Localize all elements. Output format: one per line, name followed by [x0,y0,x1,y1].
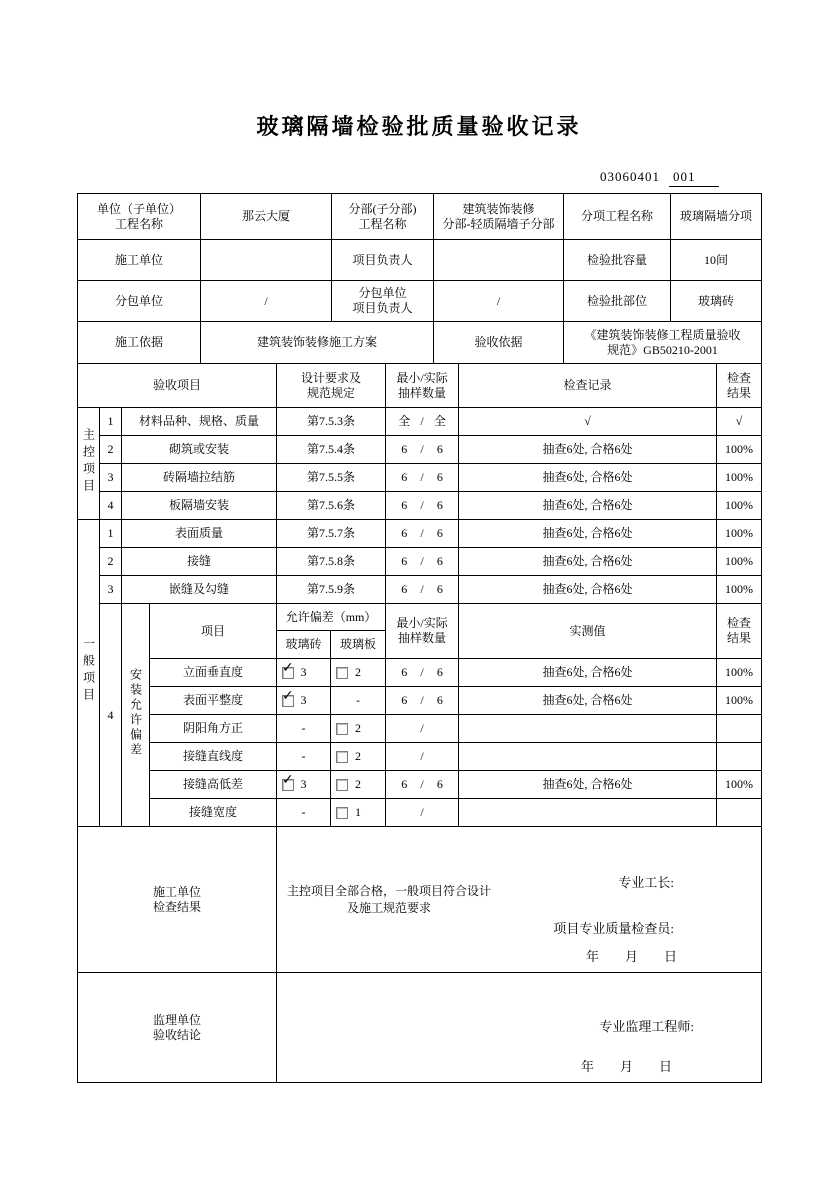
supervisor-check-label: 监理单位 验收结论 [78,973,277,1083]
requirement: 第7.5.8条 [277,548,386,576]
supervision-engineer-sign-label: 专业监理工程师: [599,1019,694,1034]
acceptance-basis-label: 验收依据 [434,322,564,364]
requirement: 第7.5.5条 [277,464,386,492]
col-header-result: 检查 结果 [717,364,762,408]
general-item-row [78,576,762,604]
check-record: 抽查6处, 合格6处 [459,548,717,576]
batch-part-label: 检验批部位 [564,281,671,322]
subcontractor-label: 分包单位 [78,281,201,322]
contractor-value [201,240,332,281]
row-number: 4 [100,492,122,520]
foreman-sign-label: 专业工长: [618,875,674,890]
tolerance-brick-cell: ✓ 3 [277,687,331,715]
check-result [717,715,762,743]
deviation-row [78,799,762,827]
sample-count: 6 / 6 [386,659,459,687]
contractor-check-row [78,827,762,973]
master-group-label: 主控项目 [78,408,100,520]
deviation-row [78,771,762,799]
row-number: 1 [100,408,122,436]
check-record: 抽查6处, 合格6处 [459,464,717,492]
item-name: 接缝 [122,548,277,576]
subcontractor-pm-value: / [434,281,564,322]
check-record: 抽查6处, 合格6处 [459,520,717,548]
quality-inspector-sign-label: 项目专业质量检查员: [553,921,674,936]
deviation-col-sample: 最小/实际 抽样数量 [386,604,459,659]
deviation-row [78,687,762,715]
item-project-value: 玻璃隔墙分项 [671,194,762,240]
tolerance-brick-cell: ✓ 3 [277,659,331,687]
unit-project-value: 那云大厦 [201,194,332,240]
tolerance-board-cell: 2 [331,659,386,687]
item-name: 接缝宽度 [150,799,277,827]
general-group-label: 一般项目 [78,520,100,827]
contractor-check-label: 施工单位 检查结果 [78,827,277,973]
sample-count: 6 / 6 [386,464,459,492]
contractor-date-line: 年 月 日 [585,949,677,964]
item-project-label: 分项工程名称 [564,194,671,240]
division-label: 分部(子分部) 工程名称 [332,194,434,240]
measured-value [459,743,717,771]
construction-basis-label: 施工依据 [78,322,201,364]
item-name: 嵌缝及勾缝 [122,576,277,604]
measured-value: 抽查6处, 合格6处 [459,687,717,715]
requirement: 第7.5.7条 [277,520,386,548]
item-name: 接缝高低差 [150,771,277,799]
check-result: 100% [717,464,762,492]
deviation-col-tolerance: 允许偏差（mm） [277,604,386,631]
tolerance-brick-cell: - [277,715,331,743]
contractor-label: 施工单位 [78,240,201,281]
sample-count: 6 / 6 [386,771,459,799]
row-number: 1 [100,520,122,548]
project-manager-label: 项目负责人 [332,240,434,281]
tolerance-board-cell: 2 [331,743,386,771]
item-name: 材料品种、规格、质量 [122,408,277,436]
master-item-row [78,492,762,520]
deviation-row [78,715,762,743]
check-result: 100% [717,492,762,520]
item-name: 砌筑或安装 [122,436,277,464]
requirement: 第7.5.6条 [277,492,386,520]
measured-value: 抽查6处, 合格6处 [459,771,717,799]
check-result: 100% [717,548,762,576]
requirement: 第7.5.9条 [277,576,386,604]
tolerance-board-cell: 1 [331,799,386,827]
sample-count: / [386,743,459,771]
batch-capacity-value: 10间 [671,240,762,281]
sample-count: 6 / 6 [386,687,459,715]
checkbox[interactable] [336,667,348,679]
general-item-row [78,520,762,548]
row-number: 3 [100,576,122,604]
sample-count: / [386,715,459,743]
deviation-col-glass-board: 玻璃板 [331,631,386,659]
info-row-project [78,194,762,240]
deviation-col-glass-brick: 玻璃砖 [277,631,331,659]
checkbox[interactable] [336,723,348,735]
checkbox[interactable] [336,807,348,819]
division-value: 建筑装饰装修 分部-轻质隔墙子分部 [434,194,564,240]
checkbox[interactable] [282,695,294,707]
item-name: 阴阳角方正 [150,715,277,743]
unit-project-label: 单位（子单位） 工程名称 [78,194,201,240]
master-item-row [78,408,762,436]
tolerance-brick-cell: ✓ 3 [277,771,331,799]
check-result: 100% [717,520,762,548]
item-name: 接缝直线度 [150,743,277,771]
tolerance-board-cell: 2 [331,715,386,743]
checkbox[interactable] [336,751,348,763]
doc-serial-number: 001 [669,169,719,187]
deviation-col-measured: 实测值 [459,604,717,659]
project-info-table [77,193,762,364]
check-result: 100% [717,771,762,799]
check-result: 100% [717,687,762,715]
sample-count: 全 / 全 [386,408,459,436]
measured-value [459,799,717,827]
sample-count: 6 / 6 [386,436,459,464]
requirement: 第7.5.4条 [277,436,386,464]
tolerance-board-cell: 2 [331,771,386,799]
requirement: 第7.5.3条 [277,408,386,436]
check-result: 100% [717,436,762,464]
supervisor-date-line: 年 月 日 [580,1059,672,1074]
col-header-record: 检查记录 [459,364,717,408]
check-record: 抽查6处, 合格6处 [459,436,717,464]
check-result [717,743,762,771]
deviation-row-number: 4 [100,604,122,827]
info-row-contractor [78,240,762,281]
subcontractor-pm-label: 分包单位 项目负责人 [332,281,434,322]
subcontractor-value: / [201,281,332,322]
col-header-requirement: 设计要求及 规范规定 [277,364,386,408]
contractor-conclusion: 主控项目全部合格，一般项目符合设计 及施工规范要求 [286,883,491,915]
signoff-table [77,826,762,1083]
item-name: 表面质量 [122,520,277,548]
deviation-col-item: 项目 [150,604,277,659]
item-name: 立面垂直度 [150,659,277,687]
sample-count: / [386,799,459,827]
acceptance-basis-value: 《建筑装饰装修工程质量验收 规范》GB50210-2001 [564,322,762,364]
tolerance-brick-cell: - [277,743,331,771]
info-row-subcontractor [78,281,762,322]
row-number: 2 [100,548,122,576]
sample-count: 6 / 6 [386,492,459,520]
check-result: √ [717,408,762,436]
item-name: 砖隔墙拉结筋 [122,464,277,492]
deviation-row [78,743,762,771]
item-name: 表面平整度 [150,687,277,715]
checkbox[interactable] [282,667,294,679]
tolerance-brick-cell: - [277,799,331,827]
deviation-subheader-row-1 [78,604,762,631]
col-header-sample: 最小/实际 抽样数量 [386,364,459,408]
supervisor-check-row [78,973,762,1083]
contractor-check-content [277,827,762,973]
master-item-row [78,436,762,464]
check-record: √ [459,408,717,436]
check-result [717,799,762,827]
check-record: 抽查6处, 合格6处 [459,576,717,604]
row-number: 3 [100,464,122,492]
project-manager-value [434,240,564,281]
item-name: 板隔墙安装 [122,492,277,520]
doc-code-number: 03060401 [600,169,660,184]
inspection-table [77,363,762,827]
doc-code [600,169,719,187]
supervisor-check-content [277,973,762,1083]
construction-basis-value: 建筑装饰装修施工方案 [201,322,434,364]
deviation-group-label: 安装允许偏差 [122,604,150,827]
row-number: 2 [100,436,122,464]
sample-count: 6 / 6 [386,576,459,604]
general-item-row [78,548,762,576]
page-title: 玻璃隔墙检验批质量验收记录 [256,114,582,139]
checkbox[interactable] [336,779,348,791]
deviation-row [78,659,762,687]
sample-count: 6 / 6 [386,548,459,576]
master-item-row [78,464,762,492]
measured-value: 抽查6处, 合格6处 [459,659,717,687]
sample-count: 6 / 6 [386,520,459,548]
check-result: 100% [717,659,762,687]
check-result: 100% [717,576,762,604]
col-header-item: 验收项目 [78,364,277,408]
batch-part-value: 玻璃砖 [671,281,762,322]
info-row-basis [78,322,762,364]
form-tables [77,193,762,1083]
inspection-header-row [78,364,762,408]
check-record: 抽查6处, 合格6处 [459,492,717,520]
deviation-col-result: 检查 结果 [717,604,762,659]
batch-capacity-label: 检验批容量 [564,240,671,281]
checkbox[interactable] [282,779,294,791]
measured-value [459,715,717,743]
tolerance-board-cell: - [331,687,386,715]
